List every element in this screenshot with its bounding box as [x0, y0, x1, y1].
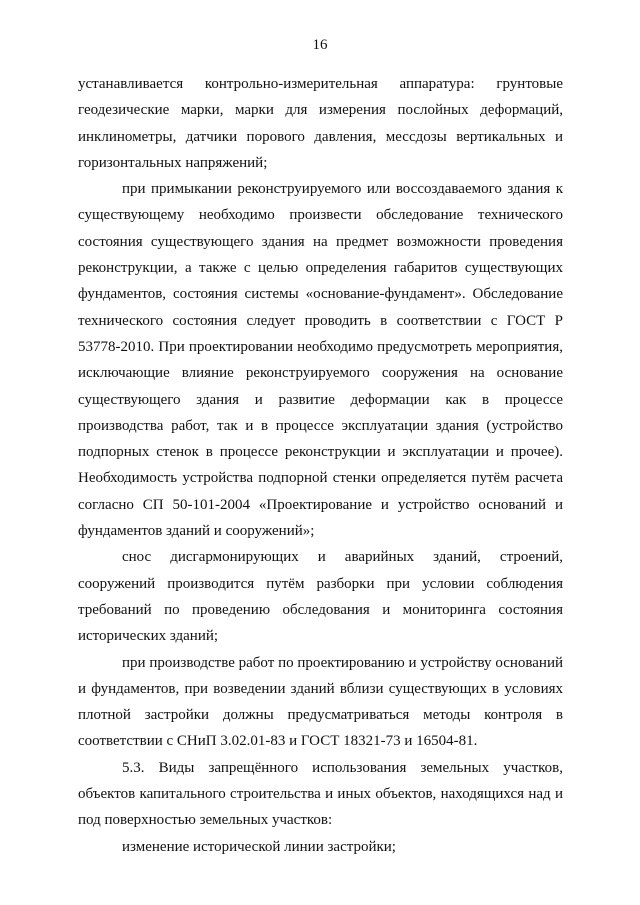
- paragraph-section-5-3: 5.3. Виды запрещённого использования земельных участков, объектов капитального строительства и иных объектов, находящихся над и под поверхностью земельных участков:: [78, 759, 563, 829]
- paragraph-foundation-works: при производстве работ по проектированию и устройству оснований и фундаментов, при возведении зданий вблизи существующих в условиях плотной застройки должны предусматриваться методы контроля в соответствии с СНиП 3.02.01-83 и ГОСТ 18321-73 и 16504-81.: [78, 654, 563, 750]
- paragraph-demolition: снос дисгармонирующих и аварийных зданий, строений, сооружений производится путём разборки при условии соблюдения требований по проведению обследования и мониторинга состояния исторических зданий;: [78, 549, 563, 645]
- paragraph-adjacent-building: при примыкании реконструируемого или воссоздаваемого здания к существующему необходимо произвести обследование технического состояния существующего здания на предмет возможности проведения реконструкции, а также с целью определения габаритов существующих фундаментов, состояния системы «основание-фундамент». Обследование технического состояния следует проводить в соответствии с ГОСТ Р 53778-2010. При проектировании необходимо предусмотреть мероприятия, исключающие влияние реконструируемого сооружения на основание существующего здания и развитие деформации как в процессе производства работ, так и в процессе эксплуатации здания (устройство подпорных стенок в процессе реконструкции и эксплуатации и прочее). Необходимость устройства подпорной стенки определяется путём расчета согласно СП 50-101-2004 «Проектирование и устройство оснований и фундаментов зданий и сооружений»;: [78, 181, 563, 540]
- page-number: 16: [312, 37, 328, 53]
- document-body: [78, 71, 563, 860]
- paragraph-building-line: изменение исторической линии застройки;: [122, 838, 396, 855]
- paragraph-instrumentation: устанавливается контрольно-измерительная аппаратура: грунтовые геодезические марки, марки для измерения послойных деформаций, инклинометры, датчики порового давления, мессдозы вертикальных и горизонтальных напряжений;: [78, 76, 563, 171]
